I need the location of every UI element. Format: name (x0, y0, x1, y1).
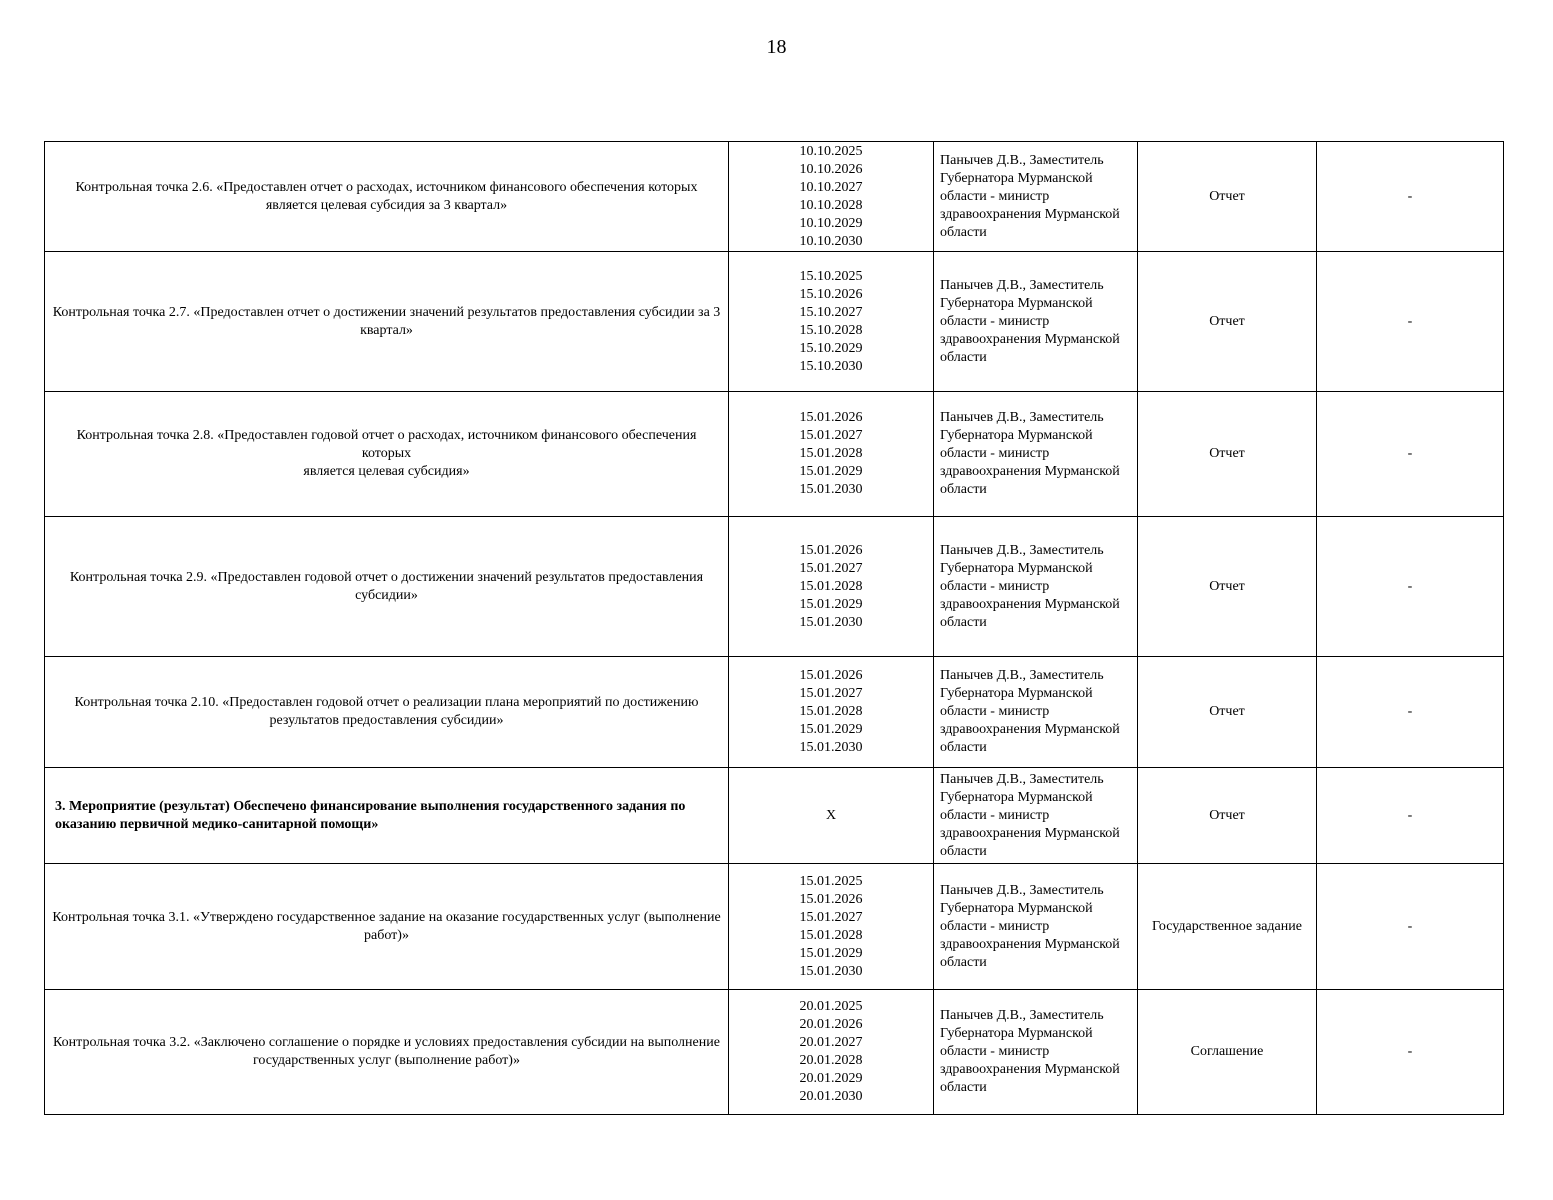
deadline-date: 15.01.2025 (799, 873, 863, 889)
deadline-date: 15.01.2028 (799, 927, 863, 943)
deadline-dates (729, 657, 934, 768)
deadline-date: 20.01.2026 (799, 1017, 863, 1032)
deadline-dates (729, 252, 934, 392)
control-point-name: Контрольная точка 2.10. «Предоставлен годовой отчет о реализации плана мероприятий по достижению результатов предоставления субсидии» (45, 657, 729, 768)
deadline-dates (729, 392, 934, 517)
table-row (45, 392, 1504, 517)
control-point-name: Контрольная точка 3.2. «Заключено соглашение о порядке и условиях предоставления субсидии на выполнение государственных услуг (выполнение работ)» (45, 990, 729, 1115)
deadline-date: 20.01.2025 (799, 999, 863, 1014)
deadline-date: 15.01.2029 (799, 722, 863, 737)
deadline-date: 20.01.2029 (799, 1071, 863, 1086)
table-row (45, 142, 1504, 252)
document-type: Отчет (1138, 768, 1317, 864)
deadline-date: 10.10.2029 (799, 215, 863, 231)
control-point-name: Контрольная точка 2.7. «Предоставлен отчет о достижении значений результатов предоставления субсидии за 3 квартал» (45, 252, 729, 392)
deadline-date: 15.01.2026 (799, 668, 863, 683)
responsible-person: Панычев Д.В., Заместитель Губернатора Мурманской области - министр здравоохранения Мурманской области (934, 990, 1138, 1115)
deadline-date: 10.10.2028 (799, 197, 863, 213)
document-type: Отчет (1138, 252, 1317, 392)
page-number: 18 (766, 36, 787, 58)
deadline-date: 20.01.2030 (799, 1089, 863, 1104)
deadline-date: 20.01.2028 (799, 1053, 863, 1068)
table-row (45, 657, 1504, 768)
note-value: - (1317, 657, 1504, 768)
deadline-date: 15.01.2027 (799, 560, 863, 576)
deadline-dates (729, 768, 934, 864)
table-body (45, 142, 1504, 1115)
table-row (45, 517, 1504, 657)
deadline-date: 15.10.2028 (799, 322, 863, 338)
table-row (45, 864, 1504, 990)
responsible-person: Панычев Д.В., Заместитель Губернатора Мурманской области - министр здравоохранения Мурманской области (934, 252, 1138, 392)
note-value: - (1317, 990, 1504, 1115)
deadline-date: 15.01.2030 (799, 740, 863, 755)
deadline-date: 15.01.2026 (799, 891, 863, 907)
control-point-name: Контрольная точка 2.8. «Предоставлен годовой отчет о расходах, источником финансового обеспечения которых является целевая субсидия» (45, 392, 729, 517)
document-type: Отчет (1138, 392, 1317, 517)
deadline-dates (729, 142, 934, 252)
deadline-date: 15.10.2025 (799, 268, 863, 284)
deadline-date: 15.01.2029 (799, 596, 863, 612)
deadline-date: 15.10.2029 (799, 340, 863, 356)
deadline-dates (729, 990, 934, 1115)
deadline-date: 15.01.2029 (799, 945, 863, 961)
responsible-person: Панычев Д.В., Заместитель Губернатора Мурманской области - министр здравоохранения Мурманской области (934, 142, 1138, 252)
deadline-date: 15.01.2028 (799, 704, 863, 719)
deadline-date: 20.01.2027 (799, 1035, 863, 1050)
responsible-person: Панычев Д.В., Заместитель Губернатора Мурманской области - министр здравоохранения Мурманской области (934, 768, 1138, 864)
deadline-date: 15.10.2026 (799, 286, 863, 302)
deadline-date: 15.01.2028 (799, 446, 863, 461)
note-value: - (1317, 392, 1504, 517)
control-point-name: Контрольная точка 2.6. «Предоставлен отчет о расходах, источником финансового обеспечения которых является целевая субсидия за 3 квартал» (45, 142, 729, 252)
responsible-person: Панычев Д.В., Заместитель Губернатора Мурманской области - министр здравоохранения Мурманской области (934, 392, 1138, 517)
deadline-date: 10.10.2027 (799, 179, 863, 195)
note-value: - (1317, 142, 1504, 252)
activity-name: 3. Мероприятие (результат) Обеспечено финансирование выполнения государственного задания по оказанию первичной медико-санитарной помощи» (45, 768, 729, 864)
responsible-person: Панычев Д.В., Заместитель Губернатора Мурманской области - министр здравоохранения Мурманской области (934, 517, 1138, 657)
deadline-date: 15.01.2028 (799, 578, 863, 594)
note-value: - (1317, 768, 1504, 864)
responsible-person: Панычев Д.В., Заместитель Губернатора Мурманской области - министр здравоохранения Мурманской области (934, 864, 1138, 990)
deadline-date: Х (825, 807, 837, 823)
deadline-date: 15.10.2030 (799, 358, 863, 374)
table-row (45, 768, 1504, 864)
deadline-dates (729, 517, 934, 657)
deadline-date: 10.10.2025 (799, 143, 863, 159)
table-row (45, 252, 1504, 392)
table-row (45, 990, 1504, 1115)
deadline-date: 15.01.2027 (799, 686, 863, 701)
document-type: Отчет (1138, 517, 1317, 657)
note-value: - (1317, 252, 1504, 392)
note-value: - (1317, 864, 1504, 990)
deadline-date: 15.10.2027 (799, 304, 863, 320)
deadline-dates (729, 864, 934, 990)
control-points-table (44, 141, 1504, 1115)
document-type: Государственное задание (1138, 864, 1317, 990)
document-type: Отчет (1138, 142, 1317, 252)
control-point-name: Контрольная точка 2.9. «Предоставлен годовой отчет о достижении значений результатов предоставления субсидии» (45, 517, 729, 657)
note-value: - (1317, 517, 1504, 657)
deadline-date: 15.01.2027 (799, 428, 863, 443)
deadline-date: 15.01.2029 (799, 464, 863, 479)
deadline-date: 15.01.2030 (799, 482, 863, 497)
responsible-person: Панычев Д.В., Заместитель Губернатора Мурманской области - министр здравоохранения Мурманской области (934, 657, 1138, 768)
deadline-date: 15.01.2030 (799, 614, 863, 630)
deadline-date: 15.01.2027 (799, 909, 863, 925)
deadline-date: 10.10.2026 (799, 161, 863, 177)
deadline-date: 10.10.2030 (799, 233, 863, 249)
deadline-date: 15.01.2026 (799, 542, 863, 558)
control-point-name: Контрольная точка 3.1. «Утверждено государственное задание на оказание государственных услуг (выполнение работ)» (45, 864, 729, 990)
document-type: Отчет (1138, 657, 1317, 768)
deadline-date: 15.01.2026 (799, 410, 863, 425)
deadline-date: 15.01.2030 (799, 963, 863, 979)
document-type: Соглашение (1138, 990, 1317, 1115)
